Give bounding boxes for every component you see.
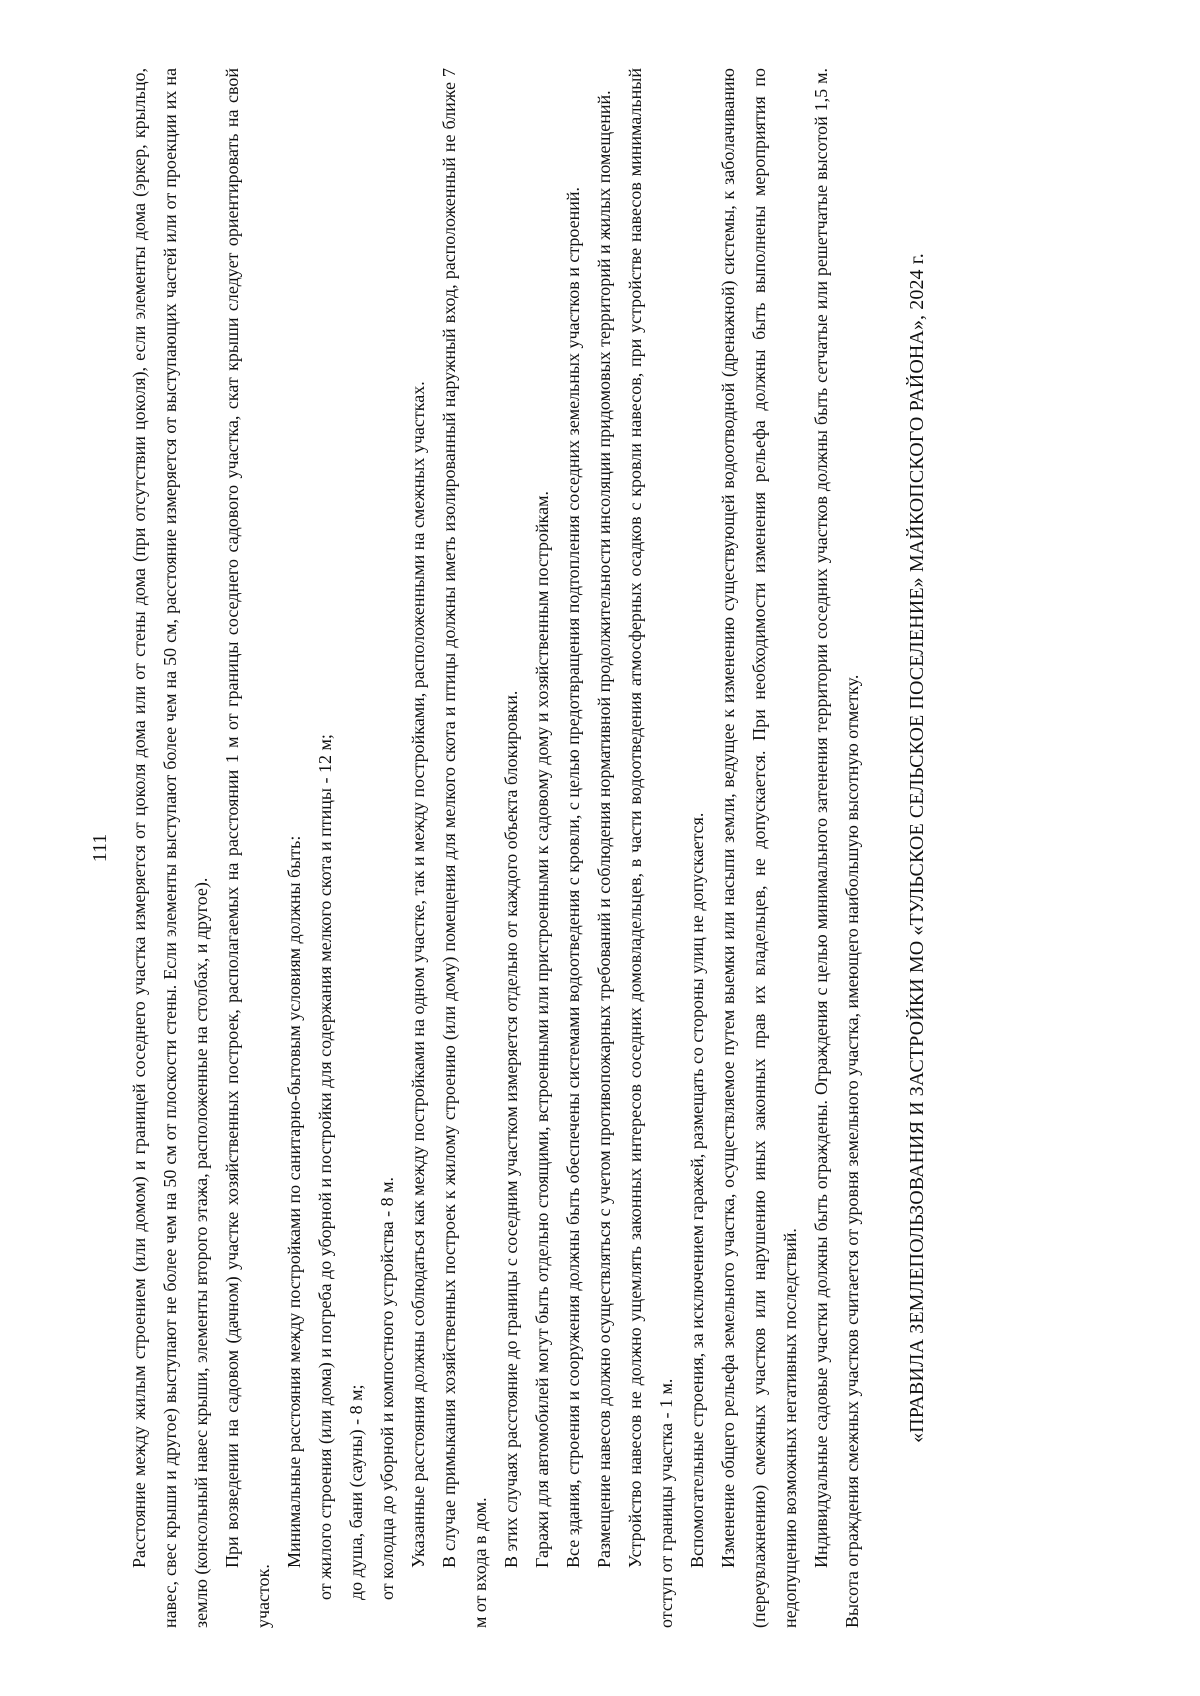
paragraph: Устройство навесов не должно ущемлять законных интересов соседних домовладельцев, в части водоотведения атмосферных осадков с кровли навесов, при устройстве навесов минимальный отступ от границы участка - 1 м. <box>625 68 676 1628</box>
list-item: от колодца до уборной и компостного устройства - 8 м. <box>377 1176 397 1600</box>
list-item: от жилого строения (или дома) и погреба до уборной и постройки для содержания мелкого скота и птицы - 12 м; <box>315 734 335 1600</box>
page-number: 111 <box>89 833 111 863</box>
document-body <box>124 68 868 1628</box>
paragraph: Гаражи для автомобилей могут быть отдельно стоящими, встроенными или пристроенными к садовому дому и хозяйственным постройкам. <box>532 490 552 1568</box>
paragraph: Все здания, строения и сооружения должны быть обеспечены системами водоотведения с кровли, с целью предотвращения подтопления соседних земельных участков и строений. <box>563 186 583 1568</box>
paragraph: В этих случаях расстояние до границы с соседним участком измеряется отдельно от каждого объекта блокировки. <box>501 690 521 1568</box>
paragraph: Индивидуальные садовые участки должны быть ограждены. Ограждения с целью минимального затенения территории соседних участков должны быть сетчатые или решетчатые высотой 1,5 м. Высота ограждения смежных участков считается от уровня земельного участка, имеющего наибольшую высотную отметку. <box>811 68 862 1628</box>
list-item: до душа, бани (сауны) - 8 м; <box>346 1384 366 1600</box>
paragraph: Указанные расстояния должны соблюдаться как между постройками на одном участке, так и между постройками, расположенными на смежных участках. <box>408 381 428 1568</box>
paragraph: Вспомогательные строения, за исключением гаражей, размещать со стороны улиц не допускается. <box>687 812 707 1568</box>
footer-document-title: «ПРАВИЛА ЗЕМЛЕПОЛЬЗОВАНИЯ И ЗАСТРОЙКИ МО «ТУЛЬСКОЕ СЕЛЬСКОЕ ПОСЕЛЕНИЕ» МАЙКОПСКОГО РАЙОНА», 2024 г. <box>906 253 928 1443</box>
paragraph: Размещение навесов должно осуществляться с учетом противопожарных требований и соблюдения нормативной продолжительности инсоляции придомовых территорий и жилых помещений. <box>594 90 614 1568</box>
paragraph: В случае примыкания хозяйственных построек к жилому строению (или дому) помещения для мелкого скота и птицы должны иметь изолированный наружный вход, расположенный не ближе 7 м от входа в дом. <box>439 68 490 1628</box>
paragraph: При возведении на садовом (дачном) участке хозяйственных построек, располагаемых на расстоянии 1 м от границы соседнего садового участка, скат крыши следует ориентировать на свой участок. <box>222 68 273 1628</box>
paragraph: Расстояние между жилым строением (или домом) и границей соседнего участка измеряется от цоколя дома или от стены дома (при отсутствии цоколя), если элементы дома (эркер, крыльцо, навес, свес крыши и другое) выступают не более чем на 50 см от плоскости стены. Если элементы выступают более чем на 50 см, расстояние измеряется от выступающих частей или от проекции их на землю (консольный навес крыши, элементы второго этажа, расположенные на столбах, и другое). <box>129 68 211 1628</box>
rotated-page <box>85 68 1115 1628</box>
paragraph: Изменение общего рельефа земельного участка, осуществляемое путем выемки или насыпи земли, ведущее к изменению существующей водоотводной (дренажной) системы, к заболачиванию (переувлажнению) смежных участков или нарушению иных законных прав их владельцев, не допускается. При необходимости изменения рельефа должны быть выполнены мероприятия по недопущению возможных негативных последствий. <box>718 68 800 1628</box>
paragraph: Минимальные расстояния между постройками по санитарно-бытовым условиям должны быть: <box>284 835 304 1568</box>
